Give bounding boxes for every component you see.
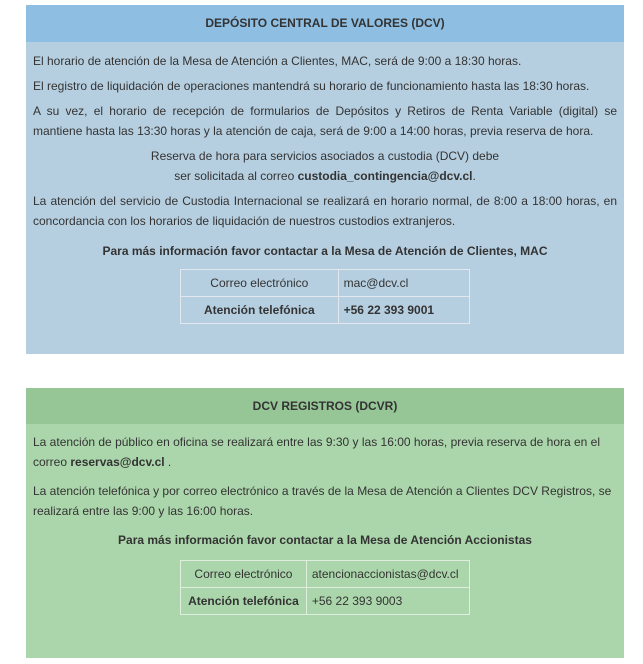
- custody-reservation-period: .: [472, 169, 476, 183]
- dcvr-office-hours-text: La atención de público en oficina se realizará entre las 9:30 y las 16:00 horas, previa reserva de hora en el correo: [33, 435, 601, 469]
- dcvr-contact-heading-text: Para más información favor contactar a la Mesa de Atención Accionistas: [118, 533, 532, 547]
- dcv-panel: [26, 5, 624, 354]
- dcv-phone-value[interactable]: +56 22 393 9001: [338, 297, 469, 324]
- table-row: [181, 270, 470, 297]
- custody-reservation-line1: Reserva de hora para servicios asociados a custodia (DCV) debe: [150, 149, 500, 163]
- dcv-email-value[interactable]: mac@dcv.cl: [338, 270, 469, 297]
- table-row: [181, 561, 470, 588]
- dcvr-panel-title: DCV REGISTROS (DCVR): [26, 388, 624, 424]
- dcv-email-label: Correo electrónico: [181, 270, 339, 297]
- dcvr-office-hours-suffix: .: [164, 455, 172, 469]
- dcv-paragraph-settlement: El registro de liquidación de operaciones mantendrá su horario de funcionamiento hasta las 18:30 horas.: [33, 79, 590, 93]
- dcvr-email-label: Correo electrónico: [181, 561, 307, 588]
- dcv-paragraph-forms: A su vez, el horario de recepción de formularios de Depósitos y Retiros de Renta Variable (digital) se mantiene hasta las 13:30 horas y la atención de caja, será de 9:00 a 14:00 horas, previa reserva de hora.: [33, 104, 617, 138]
- table-row: [181, 588, 470, 615]
- dcv-paragraph-mac-hours: El horario de atención de la Mesa de Atención a Clientes, MAC, será de 9:00 a 18:30 horas.: [33, 54, 522, 68]
- dcvr-paragraph-office-hours: [33, 432, 617, 472]
- dcvr-paragraph-phone-hours: La atención telefónica y por correo electrónico a través de la Mesa de Atención a Clientes DCV Registros, se realizará entre las 9:00 y las 16:00 horas.: [33, 484, 612, 518]
- dcv-paragraph-international-custody: La atención del servicio de Custodia Internacional se realizará en horario normal, de 8:00 a 18:00 horas, en concordancia con los horarios de liquidación de nuestros custodios extranjeros.: [33, 194, 617, 228]
- dcv-contact-table: [180, 269, 470, 324]
- dcv-paragraph-custody-reservation: [33, 146, 617, 186]
- reservas-email-link[interactable]: reservas@dcv.cl: [70, 455, 165, 469]
- dcv-phone-label: Atención telefónica: [181, 297, 339, 324]
- dcvr-panel: [26, 388, 624, 658]
- table-row: [181, 297, 470, 324]
- dcvr-contact-table: [180, 560, 470, 615]
- dcv-contact-heading: [33, 241, 617, 261]
- dcv-panel-title: DEPÓSITO CENTRAL DE VALORES (DCV): [26, 5, 624, 42]
- dcvr-panel-body: [26, 432, 624, 615]
- dcv-panel-body: [26, 51, 624, 324]
- dcv-contact-heading-text: Para más información favor contactar a la Mesa de Atención de Clientes, MAC: [102, 244, 548, 258]
- dcvr-contact-heading: [33, 530, 617, 550]
- custody-email-link[interactable]: custodia_contingencia@dcv.cl: [297, 169, 473, 183]
- dcvr-email-value[interactable]: atencionaccionistas@dcv.cl: [306, 561, 469, 588]
- custody-reservation-line2: ser solicitada al correo: [174, 169, 298, 183]
- dcvr-phone-label: Atención telefónica: [181, 588, 307, 615]
- dcvr-phone-value[interactable]: +56 22 393 9003: [306, 588, 469, 615]
